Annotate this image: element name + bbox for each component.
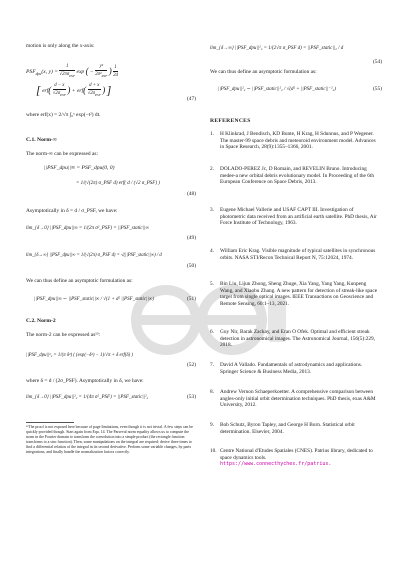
equation-number: (51) xyxy=(187,296,196,302)
equation-52: ||PSF_dpu||²₂ = 1/(π δ²) ( (exp(−δ²) − 1)/√π + δ erf(δ) ) xyxy=(26,353,134,358)
equation-55: ||PSF_dpu||²₂ ∼ ||PSF_static||²₂ / √(d² + ||PSF_static||⁻²₂) xyxy=(218,87,336,92)
equation-number: (48) xyxy=(187,191,196,197)
derive-text: We can thus define an asymptotic formulation as: xyxy=(210,69,317,75)
equation-54: lim_{δ→∞} ||PSF_dpu||²₂ = 1/(2√π σ_PSF d) = ||PSF_static||₂ / d xyxy=(210,46,344,51)
section-c2-heading: C.2. Norm-2 xyxy=(26,318,56,324)
where-text: where δ = d / (2σ_PSF). Asymptotically in δ, we have: xyxy=(26,378,144,384)
section-c1-heading: C.1. Norm-∞ xyxy=(26,137,57,143)
equation-51: ||PSF_dpu||∞ ∼ ||PSF_static||∞ / √(1 + d² ||PSF_static||∞) xyxy=(34,297,154,302)
equation-number: (52) xyxy=(187,362,196,368)
c2-text: The norm-2 can be expressed as¹³: xyxy=(26,332,101,338)
equation-48a: ||PSF_dpu||∞ = PSF_dpu(0, 0) xyxy=(44,165,115,171)
asymptotic-text: Asymptotically in δ = d / σ_PSF, we have: xyxy=(26,208,118,214)
equation-50: lim_{δ→∞} ||PSF_dpu||∞ = 1/(√(2π) σ_PSF d) = √(||PSF_static||∞) / d xyxy=(26,253,162,258)
equation-number: (49) xyxy=(187,235,196,241)
equation-number: (50) xyxy=(187,263,196,269)
erf-definition: where erf(x) = 2/√π ∫₀ˣ exp(−t²) dt. xyxy=(26,112,101,118)
paper-page: motion is only along the x-axis: $PSF_{dpu}(x$, y) = 1 $√2\pi\sigma_{PSF}$ exp ( − y² $2\sigma^2_{PSF}$ ) $\frac{1}{2d}$ [ erf( d − x $√2\sigma_{PSF}$ ) + erf( d + x $√2\sigma_{PSF}$ ) ] (47) where erf(x) = 2/√π ∫₀ˣ exp(−t²) dt. C.1. Norm-∞ The norm-∞ can be expressed as: ||PSF_dpu||∞ = PSF_dpu(0, 0) = 1/(√(2π) σ_PSF d) erf( d / (√2 σ_PSF) ) (48) Asymptotically in δ = d / σ_PSF, we have: lim_{δ→0} ||PSF_dpu||∞ = 1/(2π σ²_PSF) = ||PSF_static||∞ (49) lim_{δ→∞} ||PSF_dpu||∞ = 1/(√(2π) σ_PSF d) = √(||PSF_static||∞) / d (50) We can thus define an asymptotic formulation as: ||PSF_dpu||∞ ∼ ||PSF_static||∞ / √(1 + d² ||PSF_static||∞) (51) C.2. Norm-2 The norm-2 can be expressed as¹³: ||PSF_dpu||²₂ = 1/(π δ²) ( (exp(−δ²) − 1)/√π + δ erf(δ) ) (52) where δ = d / (2σ_PSF). Asymptotically in δ, we have: lim_{δ→0} ||PSF_dpu||²₂ = 1/(4π σ²_PSF) = ||PSF_static||²₂ (53) ¹³The proof is not exposed here because of page limitations, even though it is not trivial. A few steps can be quickly provided though. Start again from Equ. 14. The Parseval norm equality allows us to compute the norm in the Fourier domain to transform the convolution into a simple product (the rectangle function transforms to a sinc function). Then, some manipulations on the integral are required: derive three times to find a differential relation of the integral in its second derivative. Perform some variable changes, by parts integrations, and finally handle the normalization factors correctly. lim_{δ→∞} ||PSF_dpu||²₂ = 1/(2√π σ_PSF d) = ||PSF_static||₂ / d (54) We can thus define an asymptotic formulation as: ||PSF_dpu||²₂ ∼ ||PSF_static||²₂ / √(d² + ||PSF_static||⁻²₂) (55) REFERENCES 1. H Klinkrad, J Bendisch, KD Bunte, H Krag, H Sdunnus, and P Wegener. The master-99 space debris and meteoroid environment model. Advances in Space Research, 28(9):1355–1366, 2001. 2. DOLADO-PEREZ Jc, D Romain, and REVELIN Bruno. Introducing medee-a new orbital debris evolutionary model. In Proceeding of the 6th European Conference on Space Debris, 2013. 3. Eugene Michael Vallerie and USAF CAPT III. Investigation of photometric data received from an artificial earth satellite. PhD thesis, Air Force Institute of Technology, 1963. 4. William Eric Krag. Visible magnitude of typical satellites in synchronous orbits. NASA STI/Recon Technical Report N, 75:12024, 1974. 5. Bin Liu, Lijun Zhong, Sheng Zhuge, Xia Yang, Yang Yang, Kunpeng Wang, and Xiaobu Zhang. A new pattern for detection of streak-like space target from single optical images. IEEE Transactions on Geoscience and Remote Sensing, 60:1–13, 2021. 6. Guy Nir, Barak Zackay, and Eran O Ofek. Optimal and efficient streak detection in astronomical images. The Astronomical Journal, 156(5):229, 2018. 7. David A Vallado. Fundamentals of astrodynamics and applications. Springer Science & Business Media, 2013. 8. Andrew Vernon Schaeperkoetter. A comprehensive comparison between angles-only initial orbit determination techniques. PhD thesis, exas A&M University, 2012. 9. Bob Schutz, Byron Tapley, and George H Born. Statistical orbit determination. Elsevier, 2004. 10. Centre National d'Etudes Spatiales (CNES). Patrius library, dedicated to space dynamics tools. https://www.connecthyches.fr/patrius. xyxy=(26,43,382,467)
footnote: ¹³The proof is not exposed here because of page limitations, even though it is not trivial. A few steps can be quickly provided though. Start again from Equ. 14. The Parseval norm equality allows us to compute the norm in the Fourier domain to transform the convolution into a simple product (the rectangle function transforms to a sinc function). Then, some manipulations on the integral are required: derive three times to find a differential relation of the integral in its second derivative. Perform some variable changes, by parts integrations, and finally handle the normalization factors correctly. xyxy=(26,425,193,455)
footnote-rule xyxy=(26,422,74,423)
equation-number: (53) xyxy=(187,394,196,400)
intro-text: motion is only along the x-axis: xyxy=(26,43,95,49)
equation-53: lim_{δ→0} ||PSF_dpu||²₂ = 1/(4π σ²_PSF) = ||PSF_static||²₂ xyxy=(26,395,149,400)
watermark-logo xyxy=(128,258,298,378)
equation-48b: = 1/(√(2π) σ_PSF d) erf( d / (√2 σ_PSF) ) xyxy=(76,181,160,186)
equation-49: lim_{δ→0} ||PSF_dpu||∞ = 1/(2π σ²_PSF) = ||PSF_static||∞ xyxy=(26,226,149,231)
equation-number: (47) xyxy=(187,96,196,102)
references-heading: REFERENCES xyxy=(210,118,251,124)
equation-number: (54) xyxy=(373,59,382,65)
equation-number: (55) xyxy=(373,86,382,92)
c1-text: The norm-∞ can be expressed as: xyxy=(26,151,98,157)
derive-text: We can thus define an asymptotic formulation as: xyxy=(26,278,133,284)
